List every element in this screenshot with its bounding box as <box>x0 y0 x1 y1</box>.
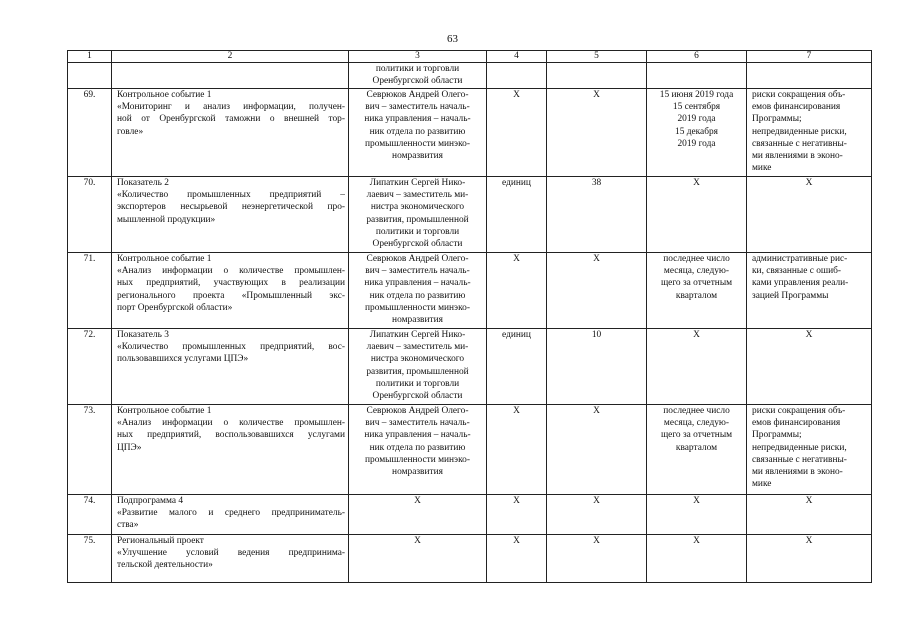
column-header: 2 <box>112 51 349 63</box>
text-line: ками управления реали- <box>752 278 849 289</box>
row-deadline <box>647 329 747 405</box>
text-line: административные рис- <box>752 254 848 264</box>
row-deadline <box>647 405 747 495</box>
row-number: 70. <box>68 177 112 253</box>
text-line: ник отдела по развитию <box>369 442 466 453</box>
row-responsible <box>349 89 487 177</box>
row-risks <box>747 253 872 329</box>
continuation-row <box>68 63 872 89</box>
text-line: связанные с негативны- <box>752 138 847 149</box>
text-line: 15 сентября <box>672 102 721 113</box>
text-line: непредвиденные риски, <box>752 126 847 137</box>
text-line: емов финансирования <box>752 102 841 113</box>
text-line: Севрюков Андрей Олего- <box>366 90 469 100</box>
row-responsible <box>349 253 487 329</box>
text-line: X <box>414 496 421 506</box>
row-value: X <box>547 495 647 535</box>
row-deadline <box>647 177 747 253</box>
table-row <box>68 177 872 253</box>
column-header: 5 <box>547 51 647 63</box>
row-unit: X <box>487 405 547 495</box>
text-line: «Улучшение условий ведения предпринима- <box>117 548 345 559</box>
text-line: Региональный проект <box>117 536 204 546</box>
text-line: вич – заместитель началь- <box>365 102 470 113</box>
text-line: регионального проекта «Промышленный экс- <box>117 290 345 301</box>
text-line: «Анализ информации о количестве промышлен- <box>117 418 345 429</box>
row-risks <box>747 495 872 535</box>
text-line: пользовавшихся услугами ЦПЭ» <box>117 354 249 365</box>
text-line: щего за отчетным <box>660 278 733 289</box>
row-value: X <box>547 535 647 583</box>
text-line: 15 июня 2019 года <box>659 90 734 100</box>
table-row <box>68 405 872 495</box>
text-line: политики и торговли <box>375 64 460 74</box>
row-value: X <box>547 253 647 329</box>
text-line: «Количество промышленных предприятий, вос- <box>117 342 345 353</box>
row-description <box>112 63 349 89</box>
table-row <box>68 535 872 583</box>
text-line: Липаткин Сергей Нико- <box>369 178 466 188</box>
row-unit: X <box>487 495 547 535</box>
column-number-row <box>68 51 872 63</box>
text-line: ных предприятий, участвующих в реализации <box>117 278 345 289</box>
text-line: промышленности минэко- <box>365 454 470 465</box>
text-line: Показатель 3 <box>117 330 169 340</box>
program-table <box>67 50 872 583</box>
row-unit: X <box>487 535 547 583</box>
row-deadline <box>647 253 747 329</box>
table-body <box>68 51 872 583</box>
text-line: Подпрограмма 4 <box>117 496 184 506</box>
text-line: Контрольное событие 1 <box>117 406 212 416</box>
row-number: 75. <box>68 535 112 583</box>
row-responsible <box>349 329 487 405</box>
text-line: ника управления – началь- <box>364 430 471 441</box>
row-responsible <box>349 177 487 253</box>
text-line: X <box>693 178 700 188</box>
column-header: 7 <box>747 51 872 63</box>
text-line: политики и торговли <box>375 226 460 237</box>
text-line: номразвития <box>392 151 443 162</box>
text-line: риски сокращения объ- <box>752 406 846 416</box>
text-line: последнее число <box>663 406 730 416</box>
text-line: развития, промышленной <box>366 366 469 377</box>
row-number: 72. <box>68 329 112 405</box>
text-line: лаевич – заместитель ми- <box>366 342 469 353</box>
text-line: ной от Оренбургской таможни о внешней тор- <box>117 114 345 125</box>
row-number: 69. <box>68 89 112 177</box>
row-description <box>112 495 349 535</box>
text-line: Севрюков Андрей Олего- <box>366 406 469 416</box>
text-line: ми явлениями в эконо- <box>752 151 843 162</box>
row-description <box>112 253 349 329</box>
row-value: 10 <box>547 329 647 405</box>
text-line: вич – заместитель началь- <box>365 418 470 429</box>
text-line: Липаткин Сергей Нико- <box>369 330 466 340</box>
text-line: ми явлениями в эконо- <box>752 467 843 478</box>
table-row <box>68 329 872 405</box>
text-line: лаевич – заместитель ми- <box>366 190 469 201</box>
row-unit: X <box>487 253 547 329</box>
row-responsible <box>349 63 487 89</box>
text-line: мике <box>752 479 772 490</box>
row-unit: единиц <box>487 177 547 253</box>
table-row <box>68 495 872 535</box>
text-line: мышленной продукции» <box>117 214 216 225</box>
text-line: ки, связанные с ошиб- <box>752 266 842 277</box>
text-line: непредвиденные риски, <box>752 442 847 453</box>
text-line: вич – заместитель началь- <box>365 266 470 277</box>
text-line: кварталом <box>675 442 718 453</box>
text-line: нистра экономического <box>370 354 465 365</box>
table-row <box>68 89 872 177</box>
row-risks <box>747 89 872 177</box>
column-header: 1 <box>68 51 112 63</box>
row-unit <box>487 63 547 89</box>
text-line: X <box>693 496 700 506</box>
text-line: Показатель 2 <box>117 178 169 188</box>
text-line: тельской деятельности» <box>117 560 213 571</box>
column-header: 3 <box>349 51 487 63</box>
row-responsible <box>349 495 487 535</box>
text-line: 2019 года <box>677 138 716 149</box>
text-line: X <box>805 178 813 188</box>
text-line: ника управления – началь- <box>364 114 471 125</box>
row-deadline <box>647 495 747 535</box>
text-line: говле» <box>117 126 144 137</box>
row-number: 74. <box>68 495 112 535</box>
text-line: X <box>805 496 813 506</box>
text-line: месяца, следую- <box>663 418 730 429</box>
row-risks <box>747 177 872 253</box>
row-description <box>112 89 349 177</box>
text-line: «Количество промышленных предприятий – <box>117 190 345 201</box>
text-line: связанные с негативны- <box>752 454 847 465</box>
row-risks <box>747 63 872 89</box>
text-line: зацией Программы <box>752 290 829 301</box>
row-description <box>112 535 349 583</box>
text-line: ник отдела по развитию <box>369 126 466 137</box>
page-number: 63 <box>447 33 458 45</box>
text-line: ника управления – началь- <box>364 278 471 289</box>
row-number: 71. <box>68 253 112 329</box>
text-line: «Развитие малого и среднего предприниматель- <box>117 508 345 519</box>
text-line: 15 декабря <box>675 126 718 137</box>
row-responsible <box>349 405 487 495</box>
column-header: 6 <box>647 51 747 63</box>
text-line: X <box>414 536 421 546</box>
row-value: X <box>547 405 647 495</box>
text-line: емов финансирования <box>752 418 841 429</box>
column-header: 4 <box>487 51 547 63</box>
text-line: риски сокращения объ- <box>752 90 846 100</box>
text-line: последнее число <box>663 254 730 264</box>
text-line: X <box>693 330 700 340</box>
row-number <box>68 63 112 89</box>
text-line: ства» <box>117 520 139 531</box>
row-unit: X <box>487 89 547 177</box>
text-line: Оренбургской области <box>372 76 463 87</box>
row-risks <box>747 329 872 405</box>
row-description <box>112 329 349 405</box>
text-line: номразвития <box>392 467 443 478</box>
text-line: 2019 года <box>677 114 716 125</box>
row-deadline <box>647 535 747 583</box>
text-line: Контрольное событие 1 <box>117 254 212 264</box>
text-line: «Анализ информации о количестве промышлен- <box>117 266 345 277</box>
text-line: кварталом <box>675 290 718 301</box>
row-value: X <box>547 89 647 177</box>
text-line: Программы; <box>752 430 802 441</box>
row-unit: единиц <box>487 329 547 405</box>
text-line: Контрольное событие 1 <box>117 90 212 100</box>
row-deadline <box>647 89 747 177</box>
text-line: мике <box>752 163 772 174</box>
text-line: Оренбургской области <box>372 239 463 250</box>
text-line: Оренбургской области <box>372 391 463 402</box>
text-line: промышленности минэко- <box>365 302 470 313</box>
text-line: политики и торговли <box>375 378 460 389</box>
text-line: ных предприятий, воспользовавшихся услугами <box>117 430 345 441</box>
text-line: X <box>805 536 813 546</box>
row-value <box>547 63 647 89</box>
text-line: ЦПЭ» <box>117 442 142 453</box>
row-description <box>112 177 349 253</box>
row-responsible <box>349 535 487 583</box>
row-deadline <box>647 63 747 89</box>
text-line: экспортеров несырьевой неэнергетической про- <box>117 202 345 213</box>
text-line: X <box>693 536 700 546</box>
text-line: промышленности минэко- <box>365 138 470 149</box>
text-line: Программы; <box>752 114 802 125</box>
text-line: нистра экономического <box>370 202 465 213</box>
text-line: развития, промышленной <box>366 214 469 225</box>
row-value: 38 <box>547 177 647 253</box>
row-risks <box>747 535 872 583</box>
row-risks <box>747 405 872 495</box>
text-line: порт Оренбургской области» <box>117 302 233 313</box>
text-line: X <box>805 330 813 340</box>
text-line: щего за отчетным <box>660 430 733 441</box>
row-number: 73. <box>68 405 112 495</box>
table-row <box>68 253 872 329</box>
text-line: «Мониторинг и анализ информации, получен- <box>117 102 345 113</box>
text-line: месяца, следую- <box>663 266 730 277</box>
row-description <box>112 405 349 495</box>
text-line: ник отдела по развитию <box>369 290 466 301</box>
text-line: Севрюков Андрей Олего- <box>366 254 469 264</box>
text-line: номразвития <box>392 315 443 326</box>
